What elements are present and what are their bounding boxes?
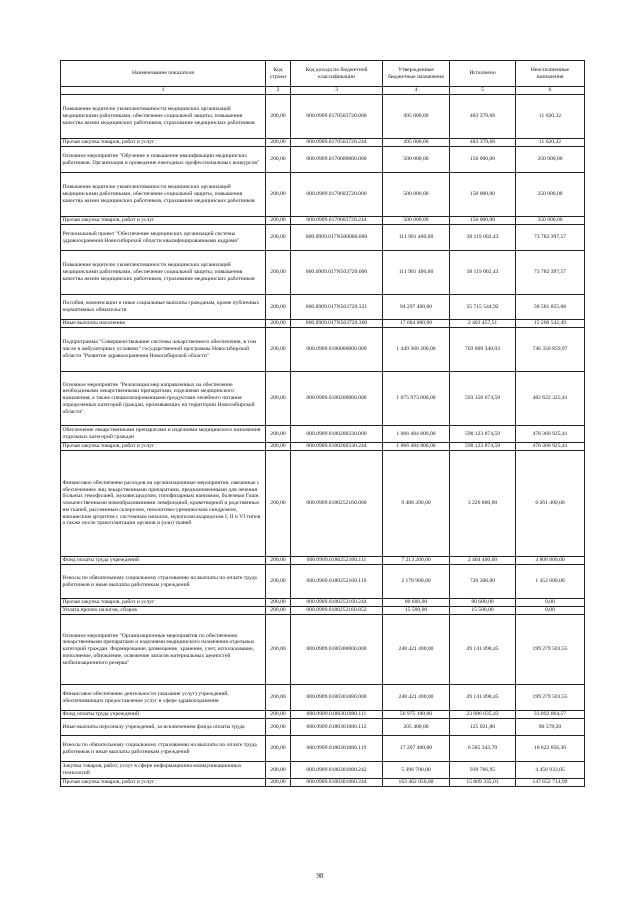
row-line-code-cell: 200,00 xyxy=(266,736,291,762)
row-income-code-cell: 000.0909.0180000000.000 xyxy=(291,328,383,372)
row-unexecuted-cell: 4 808 800,00 xyxy=(516,557,585,565)
table-row xyxy=(61,328,585,372)
row-executed-cell: 2 403 457,51 xyxy=(450,320,516,328)
row-unexecuted-cell: 350 000,00 xyxy=(516,147,585,173)
row-approved-cell: 111 901 400,00 xyxy=(383,251,450,295)
row-name-cell: Фонд оплаты труда учреждений xyxy=(61,557,266,565)
row-approved-cell: 500 000,00 xyxy=(383,173,450,217)
row-name-cell: Прочая закупка товаров, работ и услуг xyxy=(61,139,266,147)
row-name-cell: Взносы по обязательному социальному страхованию на выплаты по оплате труда работников и иные выплаты работникам учреждений xyxy=(61,736,266,762)
row-line-code-cell: 200,00 xyxy=(266,217,291,225)
row-line-code-cell: 200,00 xyxy=(266,443,291,451)
row-executed-cell: 939 766,95 xyxy=(450,762,516,779)
row-income-code-cell: 000.0909.0180301080.112 xyxy=(291,719,383,736)
row-line-code-cell: 200,00 xyxy=(266,711,291,719)
row-line-code-cell: 200,00 xyxy=(266,320,291,328)
row-unexecuted-cell: 199 279 501,55 xyxy=(516,685,585,711)
row-line-code-cell: 200,00 xyxy=(266,451,291,557)
table-row xyxy=(61,711,585,719)
row-name-cell: Фонд оплаты труда учреждений xyxy=(61,711,266,719)
row-approved-cell: 500 000,00 xyxy=(383,147,450,173)
budget-execution-table xyxy=(60,60,585,787)
row-unexecuted-cell: 4 456 933,05 xyxy=(516,762,585,779)
row-approved-cell: 17 604 000,00 xyxy=(383,320,450,328)
row-income-code-cell: 000.0909.0180300000.000 xyxy=(291,615,383,685)
row-name-cell: Повышение водителю укомплектованности медицинских организаций медицинскими работниками, обеспечение социальной защиты, повышения качества жизни медицинских работников, страхование медицинских работников xyxy=(61,173,266,217)
row-income-code-cell: 000.0909.0180200330.000 xyxy=(291,426,383,443)
row-unexecuted-cell: 11 620,32 xyxy=(516,95,585,139)
row-executed-cell: 6 585 343,70 xyxy=(450,736,516,762)
row-executed-cell: 49 141 898,45 xyxy=(450,685,516,711)
table-row xyxy=(61,615,585,685)
row-executed-cell: 483 379,68 xyxy=(450,139,516,147)
row-executed-cell: 726 300,00 xyxy=(450,565,516,599)
row-name-cell: Пособия, компенсации и иные социальные выплаты гражданам, кроме публичных нормативных обязательств xyxy=(61,295,266,320)
row-name-cell: Повышение водителю укомплектованности медицинских организаций медицинскими работниками, обеспечение социальной защиты, повышения качества жизни медицинских работников, страхование медицинских работников xyxy=(61,95,266,139)
row-approved-cell: 9 488 200,00 xyxy=(383,451,450,557)
column-number: 5 xyxy=(450,87,516,95)
row-name-cell: Уплата прочих налогов, сборов xyxy=(61,607,266,615)
table-row xyxy=(61,736,585,762)
header-indicator-name: Наименование показателя xyxy=(61,61,266,87)
row-unexecuted-cell: 482 622 325,41 xyxy=(516,372,585,426)
row-income-code-cell: 000.0909.0180252160.852 xyxy=(291,607,383,615)
header-unexecuted: Неисполненные назначения xyxy=(516,61,585,87)
row-name-cell: Повышение водителю укомплектованности медицинских организаций медицинскими работниками, обеспечение социальной защиты, повышения качества жизни медицинских работников, страхование медицинских работников xyxy=(61,251,266,295)
row-line-code-cell: 200,00 xyxy=(266,719,291,736)
table-row xyxy=(61,139,585,147)
row-executed-cell: 35 715 544,92 xyxy=(450,295,516,320)
row-executed-cell: 80 600,00 xyxy=(450,599,516,607)
row-executed-cell: 150 000,00 xyxy=(450,147,516,173)
row-executed-cell: 483 379,68 xyxy=(450,95,516,139)
row-executed-cell: 150 000,00 xyxy=(450,173,516,217)
row-approved-cell: 1 066 484 800,00 xyxy=(383,443,450,451)
table-header-row xyxy=(61,61,585,87)
row-executed-cell: 15 809 335,01 xyxy=(450,779,516,787)
page-number: 98 xyxy=(316,872,324,880)
column-number: 2 xyxy=(266,87,291,95)
row-approved-cell: 248 421 400,00 xyxy=(383,685,450,711)
table-row xyxy=(61,225,585,251)
column-number: 1 xyxy=(61,87,266,95)
row-income-code-cell: 000.0909.017N503720.000 xyxy=(291,251,383,295)
table-row xyxy=(61,557,585,565)
row-name-cell: Прочая закупка товаров, работ и услуг xyxy=(61,599,266,607)
row-unexecuted-cell: 15 200 542,49 xyxy=(516,320,585,328)
row-unexecuted-cell: 476 360 925,41 xyxy=(516,443,585,451)
row-unexecuted-cell: 350 000,00 xyxy=(516,173,585,217)
row-name-cell: Основное мероприятие "Реализация мер направленных на обеспечение необходимыми лекарственными препаратами, изделиями медицинского назначения, а также специализированными продуктами лечебного питания определенных категорий граждан, проживающих на территории Новосибирской области" xyxy=(61,372,266,426)
row-line-code-cell: 200,00 xyxy=(266,557,291,565)
row-approved-cell: 1 066 484 800,00 xyxy=(383,426,450,443)
row-income-code-cell: 000.0909.0180301080.244 xyxy=(291,779,383,787)
row-executed-cell: 590 123 874,59 xyxy=(450,443,516,451)
row-executed-cell: 3 226 800,00 xyxy=(450,451,516,557)
row-approved-cell: 163 462 050,00 xyxy=(383,779,450,787)
table-row xyxy=(61,95,585,139)
row-approved-cell: 5 396 700,00 xyxy=(383,762,450,779)
table-body xyxy=(61,95,585,787)
column-number: 3 xyxy=(291,87,383,95)
row-name-cell: Подпрограмма "Совершенствование системы лекарственного обеспечения, в том числе в амбулаторных условиях" государственной программы Новосибирской области "Развитие здравоохранения Новосибирской области" xyxy=(61,328,266,372)
row-executed-cell: 593 350 674,59 xyxy=(450,372,516,426)
row-unexecuted-cell: 6 261 400,00 xyxy=(516,451,585,557)
row-executed-cell: 2 404 400,00 xyxy=(450,557,516,565)
row-executed-cell: 703 009 340,03 xyxy=(450,328,516,372)
row-line-code-cell: 200,00 xyxy=(266,251,291,295)
row-line-code-cell: 200,00 xyxy=(266,173,291,217)
row-line-code-cell: 200,00 xyxy=(266,779,291,787)
row-unexecuted-cell: 58 581 855,08 xyxy=(516,295,585,320)
row-income-code-cell: 000.0909.017N503720.321 xyxy=(291,295,383,320)
report-page xyxy=(60,60,584,787)
row-income-code-cell: 000.0909.0180301080.000 xyxy=(291,685,383,711)
row-income-code-cell: 000.0909.0180200000.000 xyxy=(291,372,383,426)
table-row xyxy=(61,372,585,426)
row-approved-cell: 7 213 200,00 xyxy=(383,557,450,565)
column-number-row xyxy=(61,87,585,95)
row-name-cell: Взносы по обязательному социальному страхованию на выплаты по оплате труда работников и иные выплаты работникам учреждений xyxy=(61,565,266,599)
row-approved-cell: 80 600,00 xyxy=(383,599,450,607)
row-executed-cell: 38 119 002,43 xyxy=(450,225,516,251)
header-executed: Исполнено xyxy=(450,61,516,87)
table-row xyxy=(61,779,585,787)
row-approved-cell: 2 178 900,00 xyxy=(383,565,450,599)
row-income-code-cell: 000.0909.0180252160.119 xyxy=(291,565,383,599)
row-unexecuted-cell: 10 622 056,30 xyxy=(516,736,585,762)
row-income-code-cell: 000.0909.0170603720.244 xyxy=(291,217,383,225)
row-executed-cell: 125 021,80 xyxy=(450,719,516,736)
table-row xyxy=(61,719,585,736)
row-unexecuted-cell: 73 782 397,57 xyxy=(516,225,585,251)
row-executed-cell: 49 141 898,45 xyxy=(450,615,516,685)
row-line-code-cell: 200,00 xyxy=(266,139,291,147)
row-name-cell: Прочая закупка товаров, работ и услуг xyxy=(61,217,266,225)
row-unexecuted-cell: 199 279 501,55 xyxy=(516,615,585,685)
row-line-code-cell: 200,00 xyxy=(266,685,291,711)
row-approved-cell: 1 449 360 200,00 xyxy=(383,328,450,372)
column-number: 4 xyxy=(383,87,450,95)
row-approved-cell: 111 901 400,00 xyxy=(383,225,450,251)
row-approved-cell: 1 075 973 000,00 xyxy=(383,372,450,426)
row-name-cell: Региональный проект "Обеспечение медицинских организаций системы здравоохранения Новосибирской области квалифицированными кадрами" xyxy=(61,225,266,251)
row-income-code-cell: 000.0909.0180252160.244 xyxy=(291,599,383,607)
row-approved-cell: 94 297 400,00 xyxy=(383,295,450,320)
table-row xyxy=(61,320,585,328)
row-line-code-cell: 200,00 xyxy=(266,372,291,426)
table-row xyxy=(61,295,585,320)
row-approved-cell: 248 421 400,00 xyxy=(383,615,450,685)
row-line-code-cell: 200,00 xyxy=(266,147,291,173)
row-line-code-cell: 200,00 xyxy=(266,615,291,685)
row-line-code-cell: 200,00 xyxy=(266,607,291,615)
row-line-code-cell: 200,00 xyxy=(266,565,291,599)
row-unexecuted-cell: 73 782 397,57 xyxy=(516,251,585,295)
table-row xyxy=(61,217,585,225)
table-row xyxy=(61,607,585,615)
row-unexecuted-cell: 80 378,20 xyxy=(516,719,585,736)
row-name-cell: Закупка товаров, работ, услуг в сфере информационно-коммуникационных технологий xyxy=(61,762,266,779)
row-executed-cell: 38 119 002,43 xyxy=(450,251,516,295)
row-unexecuted-cell: 350 000,00 xyxy=(516,217,585,225)
row-income-code-cell: 000.0909.0180301080.111 xyxy=(291,711,383,719)
row-unexecuted-cell: 746 350 859,97 xyxy=(516,328,585,372)
row-unexecuted-cell: 147 652 714,99 xyxy=(516,779,585,787)
row-line-code-cell: 200,00 xyxy=(266,599,291,607)
row-unexecuted-cell: 11 620,32 xyxy=(516,139,585,147)
row-executed-cell: 150 000,00 xyxy=(450,217,516,225)
row-approved-cell: 495 000,00 xyxy=(383,95,450,139)
row-income-code-cell: 000.0909.0180200330.244 xyxy=(291,443,383,451)
row-name-cell: Иные выплаты персоналу учреждений, за исключением фонда оплаты труда xyxy=(61,719,266,736)
row-income-code-cell: 000.0909.0180301080.242 xyxy=(291,762,383,779)
row-approved-cell: 495 000,00 xyxy=(383,139,450,147)
row-name-cell: Основное мероприятие "Организационные мероприятия по обеспечению лекарственными препаратами и изделиями медицинского назначения отдельных категорий граждан. Формирование, размещение, хранение, учет, использование, пополнение, обновление, освежение запасов материальных ценностей мобилизационного резерва" xyxy=(61,615,266,685)
row-approved-cell: 17 207 400,00 xyxy=(383,736,450,762)
row-income-code-cell: 000.0909.0170503720.000 xyxy=(291,95,383,139)
row-executed-cell: 23 086 035,43 xyxy=(450,711,516,719)
row-income-code-cell: 000.0909.017N503720.360 xyxy=(291,320,383,328)
header-income-code: Код дохода по бюджетной классификации xyxy=(291,61,383,87)
table-row xyxy=(61,599,585,607)
row-income-code-cell: 000.0909.0180252160.000 xyxy=(291,451,383,557)
row-unexecuted-cell: 476 360 925,41 xyxy=(516,426,585,443)
row-name-cell: Прочая закупка товаров, работ и услуг xyxy=(61,779,266,787)
row-line-code-cell: 200,00 xyxy=(266,328,291,372)
table-row xyxy=(61,451,585,557)
row-name-cell: Основное мероприятие "Обучение и повышение квалификации медицинских работников. Организация и проведение ежегодных профессиональных конкурсов" xyxy=(61,147,266,173)
row-line-code-cell: 200,00 xyxy=(266,426,291,443)
header-line-code: Код строки xyxy=(266,61,291,87)
row-line-code-cell: 200,00 xyxy=(266,762,291,779)
row-executed-cell: 15 500,00 xyxy=(450,607,516,615)
header-approved: Утвержденные бюджетные назначения xyxy=(383,61,450,87)
row-name-cell: Обеспечение лекарственными препаратами и изделиями медицинского назначения отдельных категорий граждан xyxy=(61,426,266,443)
row-approved-cell: 500 000,00 xyxy=(383,217,450,225)
table-row xyxy=(61,251,585,295)
table-row xyxy=(61,173,585,217)
table-row xyxy=(61,762,585,779)
row-executed-cell: 590 123 874,59 xyxy=(450,426,516,443)
row-unexecuted-cell: 1 452 600,00 xyxy=(516,565,585,599)
row-line-code-cell: 200,00 xyxy=(266,225,291,251)
table-row xyxy=(61,443,585,451)
row-name-cell: Финансовое обеспечение расходов на организационные мероприятия, связанные с обеспечением лиц лекарственными препаратами, предназначенными для лечения больных гемофилией, муковисцидозом, гипофизарным нанизмом, болезнью Гоше, злокачественными новообразованиями лимфоидной, кроветворной и родственных им тканей, рассеянным склерозом, гемолитико-уремическим синдромом, юношеским артритом с системным началом, мукополисахаридозом I, II и VI типов а также после трансплантации органов и (или) тканей xyxy=(61,451,266,557)
row-unexecuted-cell: 0,00 xyxy=(516,599,585,607)
row-line-code-cell: 200,00 xyxy=(266,295,291,320)
row-income-code-cell: 000.0909.0170600000.000 xyxy=(291,147,383,173)
row-unexecuted-cell: 0,00 xyxy=(516,607,585,615)
row-income-code-cell: 000.0909.0170503720.244 xyxy=(291,139,383,147)
row-income-code-cell: 000.0909.0180301080.119 xyxy=(291,736,383,762)
row-unexecuted-cell: 33 892 064,57 xyxy=(516,711,585,719)
row-income-code-cell: 000.0909.0180252160.111 xyxy=(291,557,383,565)
row-approved-cell: 205 400,00 xyxy=(383,719,450,736)
row-name-cell: Финансовое обеспечение деятельности (оказание услуг) учреждений, обеспечивающих предоставление услуг в сфере здравоохранения xyxy=(61,685,266,711)
row-income-code-cell: 000.0909.0170603720.000 xyxy=(291,173,383,217)
table-row xyxy=(61,565,585,599)
row-income-code-cell: 000.0909.017N500000.000 xyxy=(291,225,383,251)
row-approved-cell: 15 500,00 xyxy=(383,607,450,615)
table-row xyxy=(61,147,585,173)
row-name-cell: Иные выплаты населению xyxy=(61,320,266,328)
row-name-cell: Прочая закупка товаров, работ и услуг xyxy=(61,443,266,451)
table-row xyxy=(61,685,585,711)
column-number: 6 xyxy=(516,87,585,95)
table-row xyxy=(61,426,585,443)
row-approved-cell: 56 975 100,00 xyxy=(383,711,450,719)
row-line-code-cell: 200,00 xyxy=(266,95,291,139)
